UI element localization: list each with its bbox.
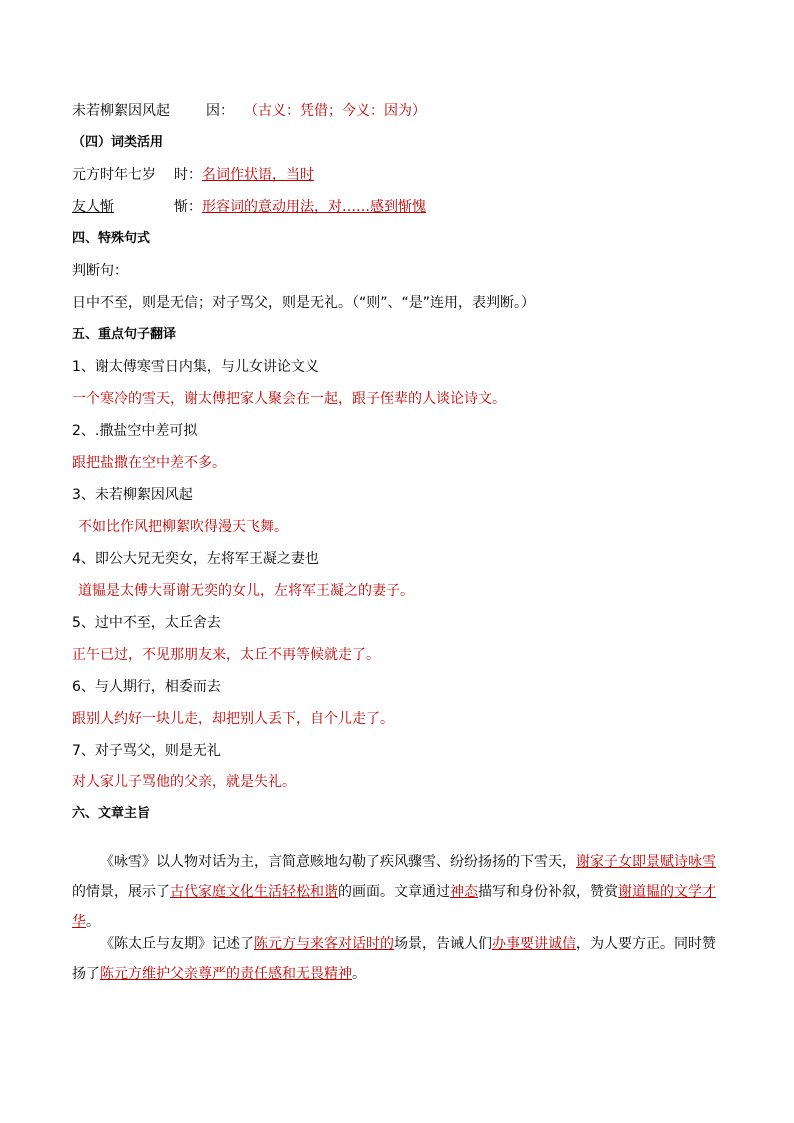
translation-answer: 正午已过，不见那朋友来，太丘不再等候就走了。 bbox=[72, 647, 380, 663]
translation-question: 7、对子骂父，则是无礼 bbox=[72, 743, 221, 759]
vocab-phrase: 未若柳絮因风起 bbox=[72, 103, 170, 119]
translation-answer: 跟把盐撒在空中差不多。 bbox=[72, 455, 226, 471]
cilei-answer: 名词作状语，当时 bbox=[202, 167, 314, 183]
para-highlight: 陈元方维护父亲尊严的责任感和无畏精神 bbox=[100, 966, 352, 982]
section-4: 四、特殊句式 bbox=[72, 231, 151, 246]
translation-question: 5、过中不至，太丘舍去 bbox=[72, 615, 221, 631]
para-highlight: 办事要讲诚信 bbox=[492, 936, 576, 952]
section-cilei: （四）词类活用 bbox=[72, 135, 164, 150]
cilei-label: 时： bbox=[174, 167, 202, 183]
para-text: 的情景，展示了 bbox=[72, 884, 170, 900]
translation-question: 6、与人期行，相委而去 bbox=[72, 679, 221, 695]
cilei-label: 惭： bbox=[174, 199, 202, 215]
judgment-label: 判断句： bbox=[72, 263, 128, 279]
cilei-line-2 bbox=[72, 197, 426, 217]
para-text: 的画面。文章通过 bbox=[338, 884, 450, 900]
section-5: 五、重点句子翻译 bbox=[72, 327, 177, 342]
section-6: 六、文章主旨 bbox=[72, 806, 151, 821]
cilei-phrase: 友人惭 bbox=[72, 199, 114, 215]
translation-answer: 不如比作风把柳絮吹得漫天飞舞。 bbox=[78, 519, 288, 535]
translation-question: 1、谢太傅寒雪日内集，与儿女讲论文义 bbox=[72, 359, 319, 375]
translation-answer: 跟别人约好一块儿走，却把别人丢下，自个儿走了。 bbox=[72, 711, 394, 727]
vocab-yin-line bbox=[72, 101, 426, 121]
vocab-label: 因： bbox=[206, 103, 234, 119]
theme-paragraph-1 bbox=[72, 847, 724, 937]
theme-paragraph-2 bbox=[72, 929, 724, 989]
para-highlight: 古代家庭文化生活轻松和谐 bbox=[170, 884, 338, 900]
para-text: 《咏雪》以人物对话为主，言简意赅地勾勒了疾风骤雪、纷纷扬扬的下雪天， bbox=[100, 854, 576, 870]
para-text: ，为人要方正。同时赞扬了 bbox=[72, 936, 716, 982]
para-highlight: 谢家子女即景赋诗咏雪 bbox=[576, 854, 716, 870]
para-text: 。 bbox=[352, 966, 366, 982]
vocab-note: （古义：凭借；今义：因为） bbox=[244, 103, 426, 119]
para-highlight: 神态 bbox=[450, 884, 478, 900]
translation-question: 3、未若柳絮因风起 bbox=[72, 487, 193, 503]
para-text: 描写和身份补叙，赞赏 bbox=[478, 884, 618, 900]
translation-answer: 一个寒冷的雪天，谢太傅把家人聚会在一起，跟子侄辈的人谈论诗文。 bbox=[72, 391, 506, 407]
para-text: 《陈太丘与友期》记述了 bbox=[100, 936, 254, 952]
judgment-text: 日中不至，则是无信；对子骂父，则是无礼。（“则”、“是”连用，表判断。） bbox=[72, 295, 536, 311]
cilei-phrase: 元方时年七岁 bbox=[72, 167, 156, 183]
cilei-line-1 bbox=[72, 165, 314, 185]
translation-answer: 对人家儿子骂他的父亲，就是失礼。 bbox=[72, 774, 296, 790]
para-text: 。 bbox=[86, 914, 100, 930]
para-highlight: 谢道韫的文学才华 bbox=[72, 884, 716, 930]
para-highlight: 陈元方与来客对话时的 bbox=[254, 936, 394, 952]
translation-question: 4、即公大兄无奕女，左将军王凝之妻也 bbox=[72, 551, 319, 567]
cilei-answer: 形容词的意动用法，对……感到惭愧 bbox=[202, 199, 426, 215]
translation-question: 2、.撒盐空中差可拟 bbox=[72, 423, 198, 439]
translation-answer: 道韫是太傅大哥谢无奕的女儿，左将军王凝之的妻子。 bbox=[78, 583, 414, 599]
para-text: 场景，告诫人们 bbox=[394, 936, 492, 952]
